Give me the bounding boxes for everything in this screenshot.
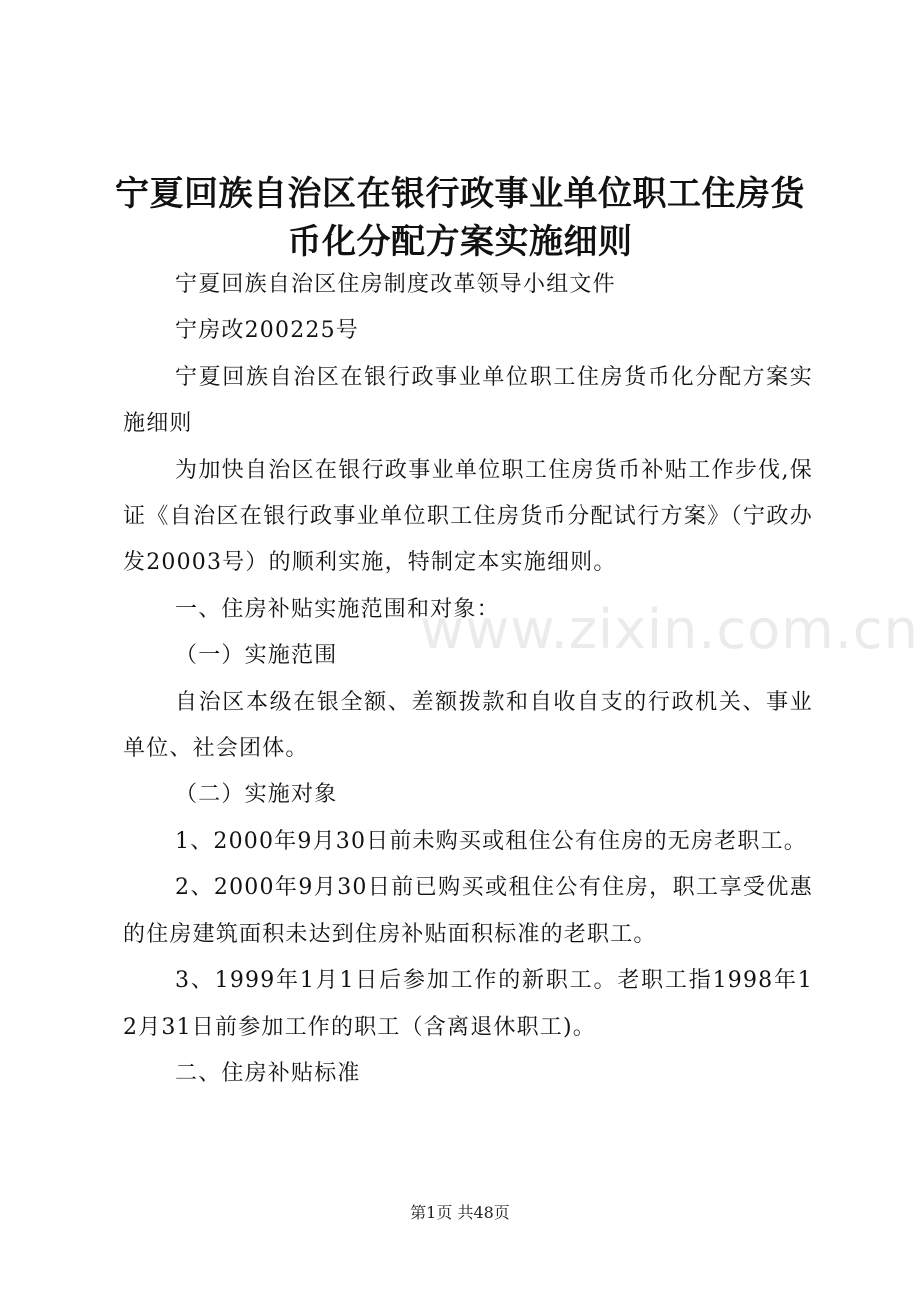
section-heading-2: 二、住房补贴标准 (175, 1060, 361, 1086)
page-footer: 第1页 共48页 (410, 1203, 510, 1222)
target-item-1: 1、2000年9月30日前未购买或租住公有住房的无房老职工。 (175, 828, 807, 854)
target-item-2: 2、2000年9月30日前已购买或租住公有住房，职工享受优惠的住房建筑面积未达到住房补贴面积标准的老职工。 (123, 875, 813, 947)
subsection-heading-targets: （二）实施对象 (175, 782, 338, 808)
issuer-line: 宁夏回族自治区住房制度改革领导小组文件 (175, 272, 616, 297)
document-number: 宁房改200225号 (175, 318, 359, 344)
intro-paragraph: 为加快自治区在银行政事业单位职工住房货币补贴工作步伐,保证《自治区在银行政事业单位职工住房货币分配试行方案》（宁政办发20003号）的顺利实施，特制定本实施细则。 (123, 457, 813, 576)
target-item-3: 3、1999年1月1日后参加工作的新职工。老职工指1998年12月31日前参加工作的职工（含离退休职工)。 (123, 968, 813, 1040)
document-title-line-2: 币化分配方案实施细则 (287, 222, 633, 262)
scope-paragraph: 自治区本级在银全额、差额拨款和自收自支的行政机关、事业单位、社会团体。 (123, 689, 813, 762)
subsection-heading-scope: （一）实施范围 (175, 643, 338, 669)
document-body (123, 262, 813, 1097)
watermark-text: www.zixin.com.cn (420, 598, 919, 661)
document-title-line-1: 宁夏回族自治区在银行政事业单位职工住房货 (115, 174, 805, 214)
section-heading-1: 一、住房补贴实施范围和对象： (175, 596, 500, 622)
document-subtitle: 宁夏回族自治区在银行政事业单位职工住房货币化分配方案实施细则 (123, 364, 813, 437)
